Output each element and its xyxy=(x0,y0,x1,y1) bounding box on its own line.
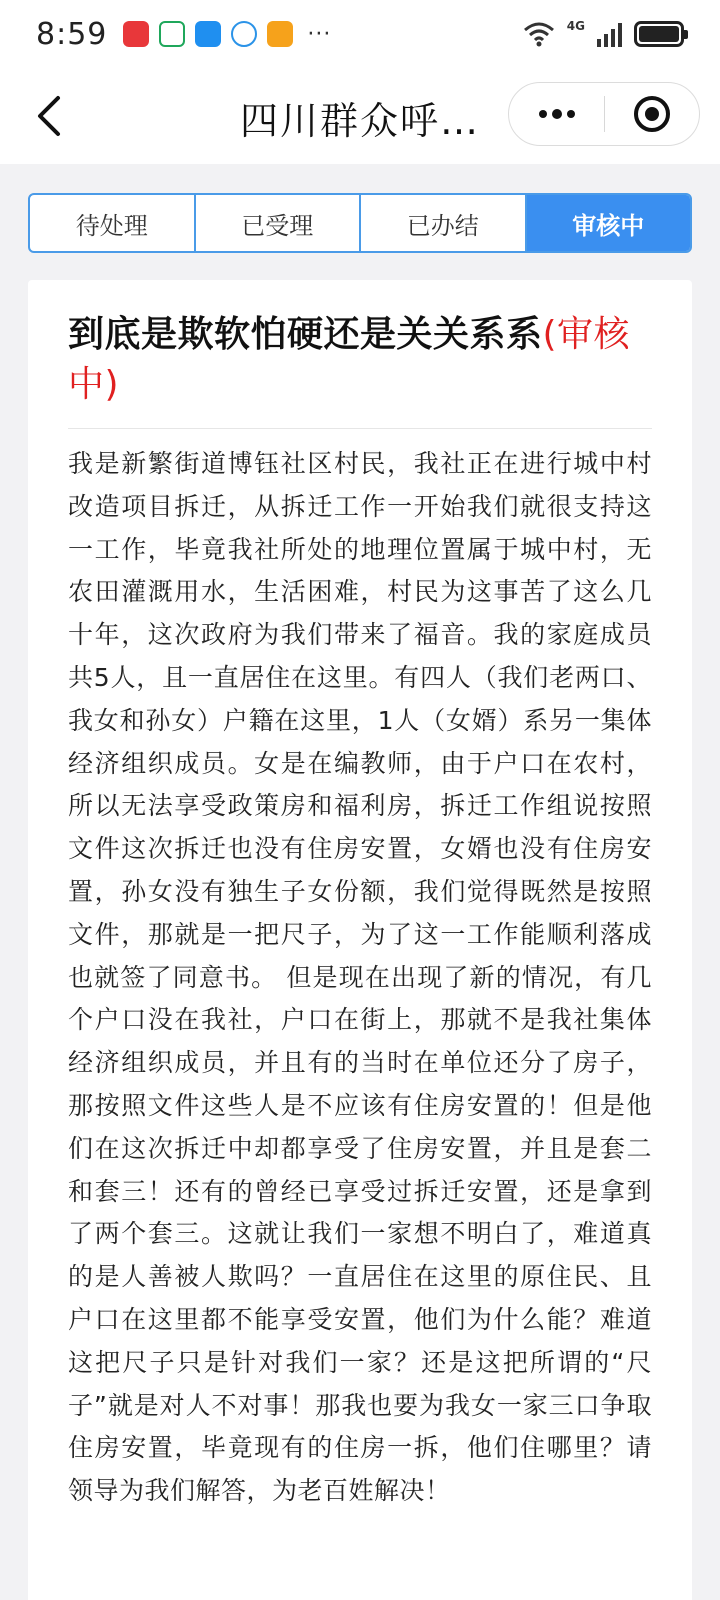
target-close-icon xyxy=(632,94,672,134)
signal-icon xyxy=(597,21,622,47)
complaint-title-text: 到底是欺软怕硬还是关关系系 xyxy=(68,314,543,355)
tab-pending[interactable]: 待处理 xyxy=(30,195,196,251)
wifi-icon xyxy=(523,21,555,47)
more-dots-icon xyxy=(537,109,577,119)
complaint-title xyxy=(68,310,652,410)
review-status-label: (审核中) xyxy=(68,314,631,405)
message-app-icon xyxy=(195,21,221,47)
browser-app-icon xyxy=(231,21,257,47)
mini-program-capsule xyxy=(508,82,700,146)
network-type: 4G xyxy=(566,19,585,33)
battery-icon xyxy=(634,21,684,47)
tab-accepted[interactable]: 已受理 xyxy=(196,195,362,251)
home-app-icon xyxy=(159,21,185,47)
orange-app-icon xyxy=(267,21,293,47)
huawei-app-icon xyxy=(123,21,149,47)
close-button[interactable] xyxy=(605,82,699,146)
tab-completed[interactable]: 已办结 xyxy=(361,195,527,251)
complaint-body: 我是新繁街道博钰社区村民，我社正在进行城中村改造项目拆迁，从拆迁工作一开始我们就很支持这一工作，毕竟我社所处的地理位置属于城中村，无农田灌溉用水，生活困难，村民为这事苦了这么几十年，这次政府为我们带来了福音。我的家庭成员共5人，且一直居住在这里。有四人（我们老两口、我女和孙女）户籍在这里，1人（女婿）系另一集体经济组织成员。女是在编教师，由于户口在农村，所以无法享受政策房和福利房，拆迁工作组说按照文件这次拆迁也没有住房安置，女婿也没有住房安置，孙女没有独生子女份额，我们觉得既然是按照文件，那就是一把尺子，为了这一工作能顺利落成也就签了同意书。 但是现在出现了新的情况，有几个户口没在我社，户口在街上，那就不是我社集体经济组织成员，并且有的当时在单位还分了房子，那按照文件这些人是不应该有住房安置的！但是他们在这次拆迁中却都享受了住房安置，并且是套二和套三！还有的曾经已享受过拆迁安置，还是拿到了两个套三。这就让我们一家想不明白了，难道真的是人善被人欺吗？一直居住在这里的原住民、且户口在这里都不能享受安置，他们为什么能？难道这把尺子只是针对我们一家？还是这把所谓的“尺子”就是对人不对事！那我也要为我女一家三口争取住房安置，毕竟现有的住房一拆，他们住哪里？请领导为我们解答，为老百姓解决！ xyxy=(68,449,652,1506)
more-notifications: ··· xyxy=(307,21,332,47)
page-title: 四川群众呼… xyxy=(240,99,481,143)
nav-bar xyxy=(0,68,720,164)
complaint-card xyxy=(28,280,692,1600)
divider xyxy=(68,428,652,429)
notification-icons xyxy=(123,21,331,47)
tab-under-review[interactable]: 审核中 xyxy=(527,195,691,251)
status-time: 8:59 xyxy=(36,16,108,52)
status-tabs xyxy=(28,193,692,253)
back-arrow-icon[interactable] xyxy=(30,92,70,140)
status-bar xyxy=(0,0,720,68)
more-button[interactable] xyxy=(509,82,604,146)
